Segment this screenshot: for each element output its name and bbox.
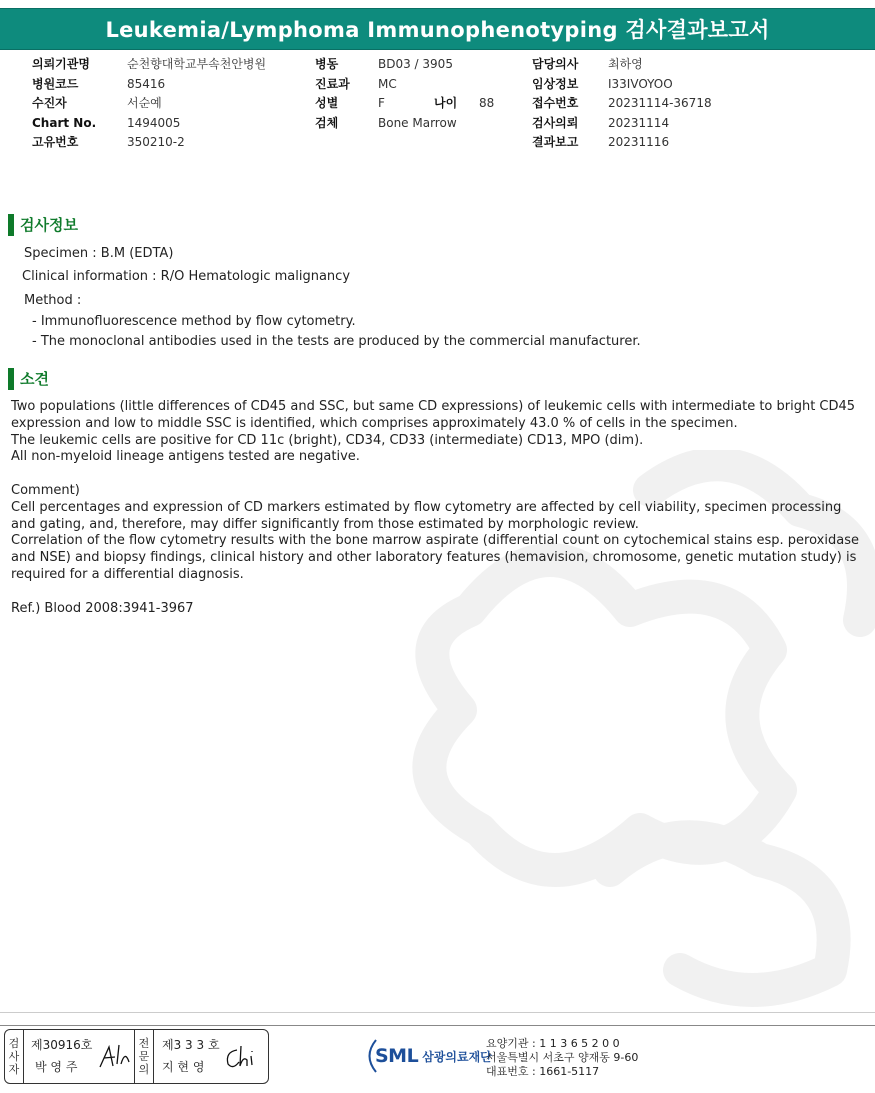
tester-name: 박 영 주 bbox=[35, 1060, 78, 1074]
specimen-type-label: 검체 bbox=[315, 115, 339, 130]
tester-license: 제30916호 bbox=[31, 1038, 93, 1052]
finding-line: The leukemic cells are positive for CD 11c (bright), CD34, CD33 (intermediate) CD13, MPO (dim). bbox=[11, 432, 644, 448]
finding-line: All non-myeloid lineage antigens tested are negative. bbox=[11, 449, 360, 465]
finding-line: Two populations (little differences of CD45 and SSC, but same CD expressions) of leukemic cells with intermediate to bright CD45 expression and low to middle SSC is identified, which comprises approximately 43.0 % of cells in the specimen. bbox=[11, 399, 856, 431]
findings-heading: 소견 bbox=[8, 368, 49, 390]
method-item: - Immunofluorescence method by flow cytometry. bbox=[32, 314, 356, 329]
specimen-type-value: Bone Marrow bbox=[378, 115, 457, 130]
clinical-info-value: I33IVOYOO bbox=[608, 76, 673, 91]
report-date-value: 20231116 bbox=[608, 135, 670, 149]
patient-value: 서순예 bbox=[127, 96, 162, 110]
specialist-role-label: 전 문 의 bbox=[134, 1030, 154, 1083]
sml-logo bbox=[365, 1036, 492, 1076]
patient-label: 수진자 bbox=[32, 96, 67, 110]
doctor-label: 담당의사 bbox=[532, 57, 579, 71]
footer-divider bbox=[0, 1012, 875, 1013]
comment-line: Correlation of the flow cytometry results with the bone marrow aspirate (differential count on cytochemical stains esp. peroxidase and NSE) and biopsy findings, clinical history and other laboratory features (hemavision, chromosome, genetic mutation study) is required for a differential diagnosis. bbox=[11, 533, 859, 582]
hospital-code-value: 85416 bbox=[127, 76, 166, 91]
sex-value: F bbox=[378, 96, 385, 110]
method-item: - The monoclonal antibodies used in the tests are produced by the commercial manufacturer. bbox=[32, 334, 641, 349]
clinical-info-label: 임상정보 bbox=[532, 76, 579, 91]
tester-signature bbox=[97, 1042, 133, 1072]
accession-value: 20231114-36718 bbox=[608, 96, 712, 110]
comment-line: Cell percentages and expression of CD markers estimated by flow cytometry are affected by cell viability, specimen processing and gating, and, therefore, may differ significantly from those estimated by morphologic review. bbox=[11, 499, 842, 532]
unique-id-value: 350210-2 bbox=[127, 135, 185, 149]
reference-line: Ref.) Blood 2008:3941-3967 bbox=[11, 600, 194, 616]
unique-id-label: 고유번호 bbox=[32, 135, 79, 149]
logo-mark: SML bbox=[375, 1045, 419, 1067]
signature-box bbox=[4, 1029, 269, 1084]
contact-line: 서울특별시 서초구 양재동 9-60 bbox=[486, 1051, 639, 1064]
report-title: Leukemia/Lymphoma Immunophenotyping 검사결과보고서 bbox=[105, 18, 770, 42]
header-patient-info bbox=[32, 54, 266, 152]
request-date-label: 검사의뢰 bbox=[532, 115, 579, 130]
department-value: MC bbox=[378, 76, 397, 91]
footer-divider bbox=[0, 1025, 875, 1026]
age-label: 나이 bbox=[434, 96, 458, 110]
clinical-info-line: Clinical information : R/O Hematologic malignancy bbox=[22, 269, 351, 284]
chart-no-value: 1494005 bbox=[127, 115, 181, 130]
contact-info bbox=[486, 1037, 638, 1079]
comment-label: Comment) bbox=[11, 482, 80, 498]
doctor-value: 최하영 bbox=[608, 57, 643, 71]
hospital-label: 의뢰기관명 bbox=[32, 57, 90, 71]
contact-line: 요양기관 : 1 1 3 6 5 2 0 0 bbox=[486, 1037, 620, 1050]
request-date-value: 20231114 bbox=[608, 115, 670, 130]
ward-label: 병동 bbox=[315, 57, 339, 71]
chart-no-label: Chart No. bbox=[32, 115, 97, 130]
report-date-label: 결과보고 bbox=[532, 135, 579, 149]
contact-line: 대표번호 : 1661-5117 bbox=[486, 1065, 600, 1078]
ward-value: BD03 / 3905 bbox=[378, 57, 453, 71]
exam-info-heading: 검사정보 bbox=[8, 214, 78, 236]
accession-label: 접수번호 bbox=[532, 96, 579, 110]
age-value: 88 bbox=[479, 96, 495, 110]
report-title-bar bbox=[0, 8, 875, 50]
department-label: 진료과 bbox=[315, 76, 350, 91]
specialist-signature bbox=[223, 1042, 263, 1072]
hospital-value: 순천향대학교부속천안병원 bbox=[127, 57, 267, 71]
findings-body bbox=[11, 399, 866, 617]
method-label: Method : bbox=[24, 293, 82, 308]
specialist-name: 지 현 영 bbox=[162, 1060, 205, 1074]
header-ward-info bbox=[315, 54, 494, 132]
header-request-info bbox=[532, 54, 712, 152]
logo-org-name: 삼광의료재단 bbox=[422, 1049, 492, 1064]
specimen-line: Specimen : B.M (EDTA) bbox=[24, 246, 174, 261]
tester-role-label: 검 사 자 bbox=[5, 1030, 24, 1083]
specialist-license: 제3 3 3 호 bbox=[162, 1038, 220, 1052]
hospital-code-label: 병원코드 bbox=[32, 76, 79, 91]
sex-label: 성별 bbox=[315, 96, 339, 110]
